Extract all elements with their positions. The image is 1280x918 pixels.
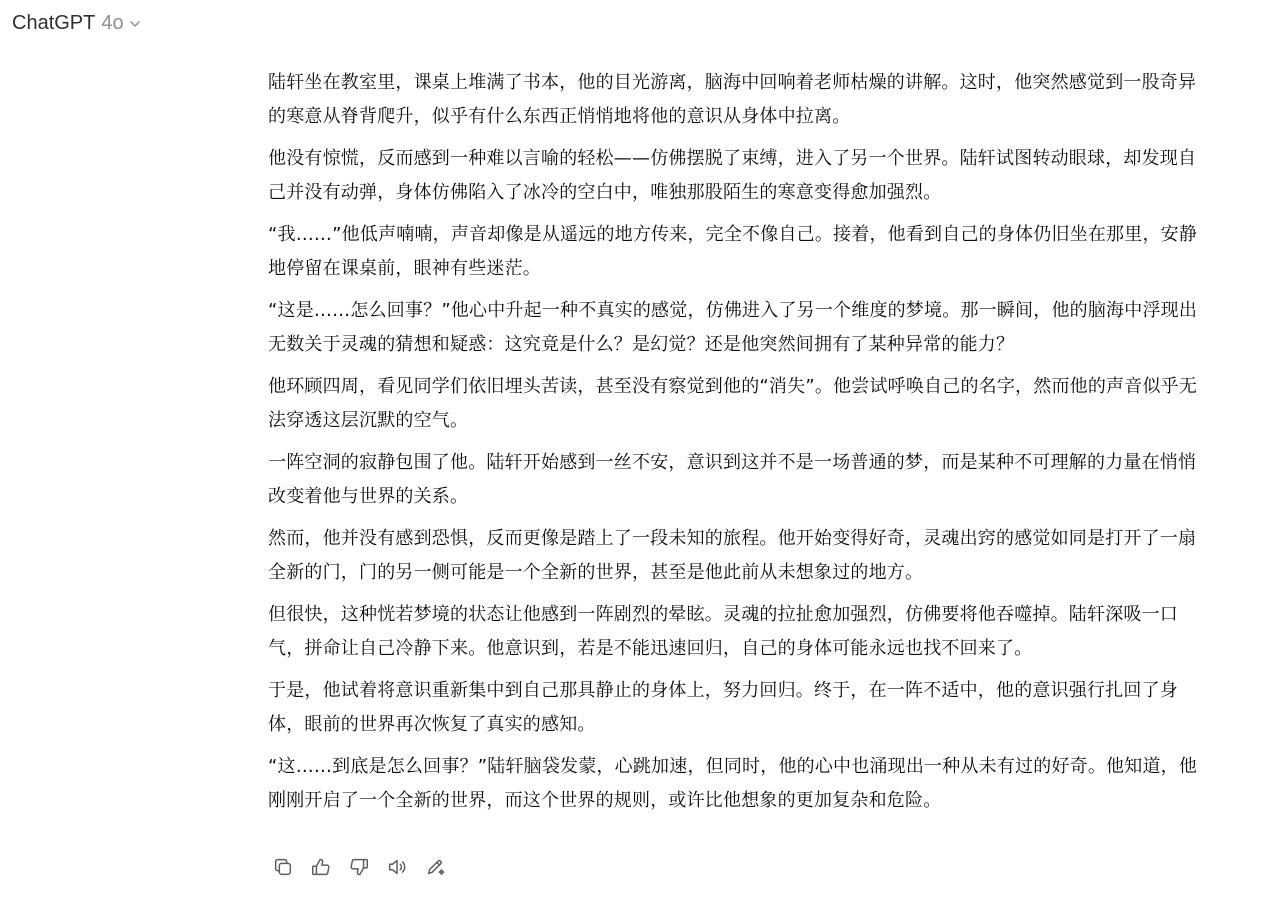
good-response-button[interactable] (306, 852, 336, 882)
read-aloud-icon (386, 856, 408, 878)
copy-button[interactable] (268, 852, 298, 882)
message-paragraph: 然而，他并没有感到恐惧，反而更像是踏上了一段未知的旅程。他开始变得好奇，灵魂出窍的感觉如同是打开了一扇全新的门，门的另一侧可能是一个全新的世界，甚至是他此前从未想象过的地方。 (268, 528, 1197, 583)
model-name: 4o (101, 11, 124, 34)
message-paragraph: 一阵空洞的寂静包围了他。陆轩开始感到一丝不安，意识到这并不是一场普通的梦，而是某种不可理解的力量在悄悄改变着他与世界的关系。 (268, 452, 1197, 507)
message-paragraph: 但很快，这种恍若梦境的状态让他感到一阵剧烈的晕眩。灵魂的拉扯愈加强烈，仿佛要将他吞噬掉。陆轩深吸一口气，拼命让自己冷静下来。他意识到，若是不能迅速回归，自己的身体可能永远也找不回来了。 (268, 604, 1178, 659)
message-paragraph: “这……到底是怎么回事？”陆轩脑袋发蒙，心跳加速，但同时，他的心中也涌现出一种从未有过的好奇。他知道，他刚刚开启了一个全新的世界，而这个世界的规则，或许比他想象的更加复杂和危险。 (268, 756, 1198, 811)
message-paragraph: 他环顾四周，看见同学们依旧埋头苦读，甚至没有察觉到他的“消失”。他尝试呼唤自己的名字，然而他的声音似乎无法穿透这层沉默的空气。 (268, 376, 1198, 431)
message-paragraph: 他没有惊慌，反而感到一种难以言喻的轻松——仿佛摆脱了束缚，进入了另一个世界。陆轩试图转动眼球，却发现自己并没有动弹，身体仿佛陷入了冰冷的空白中，唯独那股陌生的寒意变得愈加强烈。 (268, 148, 1197, 203)
message-paragraph: 于是，他试着将意识重新集中到自己那具静止的身体上，努力回归。终于，在一阵不适中，他的意识强行扎回了身体，眼前的世界再次恢复了真实的感知。 (268, 680, 1178, 735)
model-selector[interactable] (12, 8, 142, 38)
read-aloud-button[interactable] (382, 852, 412, 882)
thumbs-down-icon (348, 856, 370, 878)
chevron-down-icon (128, 17, 142, 31)
message-actions (268, 852, 450, 882)
copy-icon (272, 856, 294, 878)
message-paragraph: 陆轩坐在教室里，课桌上堆满了书本，他的目光游离，脑海中回响着老师枯燥的讲解。这时，他突然感觉到一股奇异的寒意从脊背爬升，似乎有什么东西正悄悄地将他的意识从身体中拉离。 (268, 72, 1197, 127)
app-title: ChatGPT (12, 11, 96, 34)
bad-response-button[interactable] (344, 852, 374, 882)
thumbs-up-icon (310, 856, 332, 878)
message-paragraph: “这是……怎么回事？”他心中升起一种不真实的感觉，仿佛进入了另一个维度的梦境。那一瞬间，他的脑海中浮现出无数关于灵魂的猜想和疑惑：这究竟是什么？是幻觉？还是他突然间拥有了某种异常的能力？ (268, 300, 1198, 355)
edit-icon (424, 856, 446, 878)
assistant-message (268, 66, 1203, 826)
message-paragraph: “我……”他低声喃喃，声音却像是从遥远的地方传来，完全不像自己。接着，他看到自己的身体仍旧坐在那里，安静地停留在课桌前，眼神有些迷茫。 (268, 224, 1198, 279)
edit-button[interactable] (420, 852, 450, 882)
